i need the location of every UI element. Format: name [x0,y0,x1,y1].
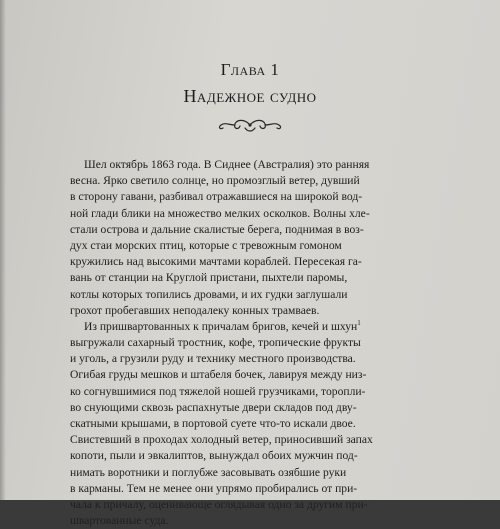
text-line: скатными крышами, в портовой суете что-то искали двое. [70,417,356,430]
text-line: и уголь, а грузили руду и технику местного производства. [70,352,356,366]
ornament-flourish-icon [215,116,285,134]
text-line: в сторону гавани, разбивал отражавшиеся на широкой вод- [70,190,363,204]
text-line: грохот пробегавших неподалеку конных трамваев. [70,303,320,317]
text-line: выгружали сахарный тростник, кофе, тропические фрукты [70,336,361,350]
text-line: копоти, пыли и эвкалиптов, вынуждал обоих мужчин под- [70,449,358,463]
text-line: ной глади блики на множество мелких осколков. Волны хле- [70,206,370,220]
text-line: Огибая груды мешков и штабеля бочек, лавируя между низ- [70,368,367,382]
chapter-body [70,157,445,529]
text-line: нимать воротники и поглубже засовывать озябшие руки [70,465,347,479]
text-line: чала к причалу, оценивающе оглядывая одно за другим при- [70,497,368,511]
text-line: Из пришвартованных к причалам бригов, кечей и шхун$^1$ [84,319,361,333]
paragraph-2 [70,319,445,529]
text-line: во снующими сквозь распахнутые двери складов под дву- [70,400,357,414]
text-line: вань от станции на Круглой пристани, пыхтели паромы, [70,271,348,285]
text-line: стали острова и дальние скалистые берега, поднимая в воз- [70,222,364,236]
text-line: весна. Ярко светило солнце, но промозглый ветер, дувший [70,174,360,188]
text-line: ко согнувшимися под тяжелой ношей грузчиками, торопли- [70,384,366,398]
text-line: котлы которых топились дровами, и их гудки заглушали [70,287,348,301]
text-line: дух стаи морских птиц, которые с тревожным гомоном [70,238,342,252]
chapter-number: Глава 1 [220,60,280,79]
text-line: швартованные суда. [70,514,169,528]
chapter-title: Надежное судно [183,86,317,106]
text-line: Шел октябрь 1863 года. В Сиднее (Австралия) это ранняя [84,158,370,171]
footnote-marker[interactable]: 1 [357,319,361,328]
paragraph-1 [70,157,445,319]
text-line: кружились над высокими мачтами кораблей. Пересекая га- [70,255,362,269]
text-line: в карманы. Тем не менее они упрямо пробирались от при- [70,481,358,495]
text-line: Свистевший в проходах холодный ветер, приносивший запах [70,433,373,447]
